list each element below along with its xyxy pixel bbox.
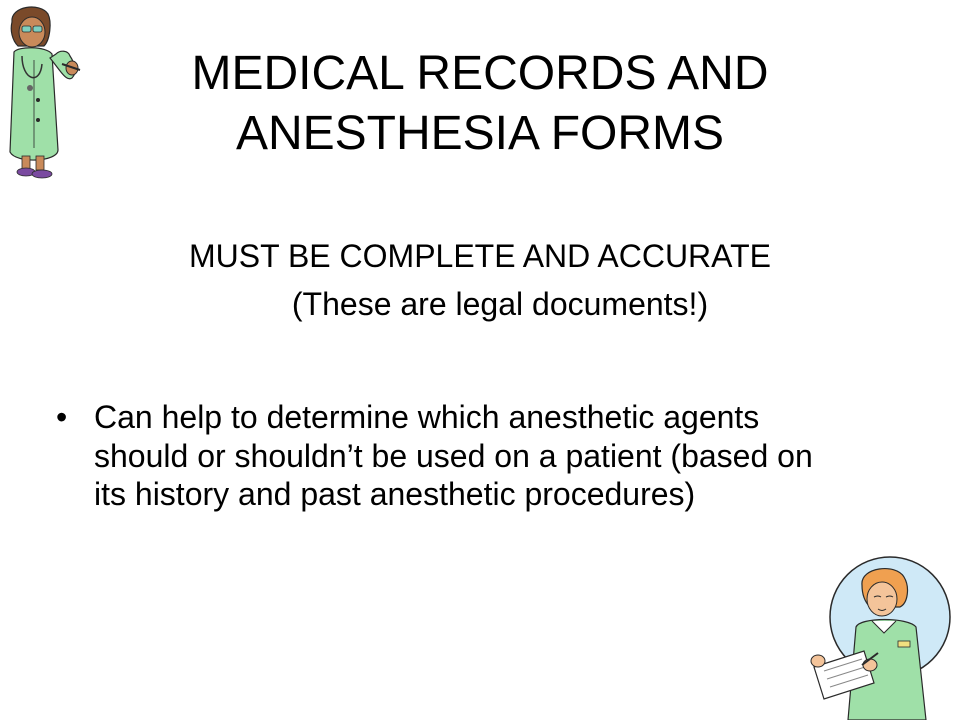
bullet-dot-icon: • — [56, 399, 68, 435]
nurse-with-clipboard-icon — [800, 555, 960, 720]
bullet-text: Can help to determine which anesthetic agents should or shouldn’t be used on a patient (based on its history and past anesthetic procedures) — [94, 399, 813, 512]
slide-title: MEDICAL RECORDS AND ANESTHESIA FORMS — [191, 47, 769, 161]
subheading-line-1: MUST BE COMPLETE AND ACCURATE — [188, 238, 772, 274]
slide-subheading — [100, 232, 860, 328]
subheading-line-2: (These are legal documents!) — [291, 286, 709, 322]
bullet-list — [56, 398, 816, 514]
doctor-with-stethoscope-icon — [0, 0, 110, 190]
bullet-item — [56, 398, 816, 514]
